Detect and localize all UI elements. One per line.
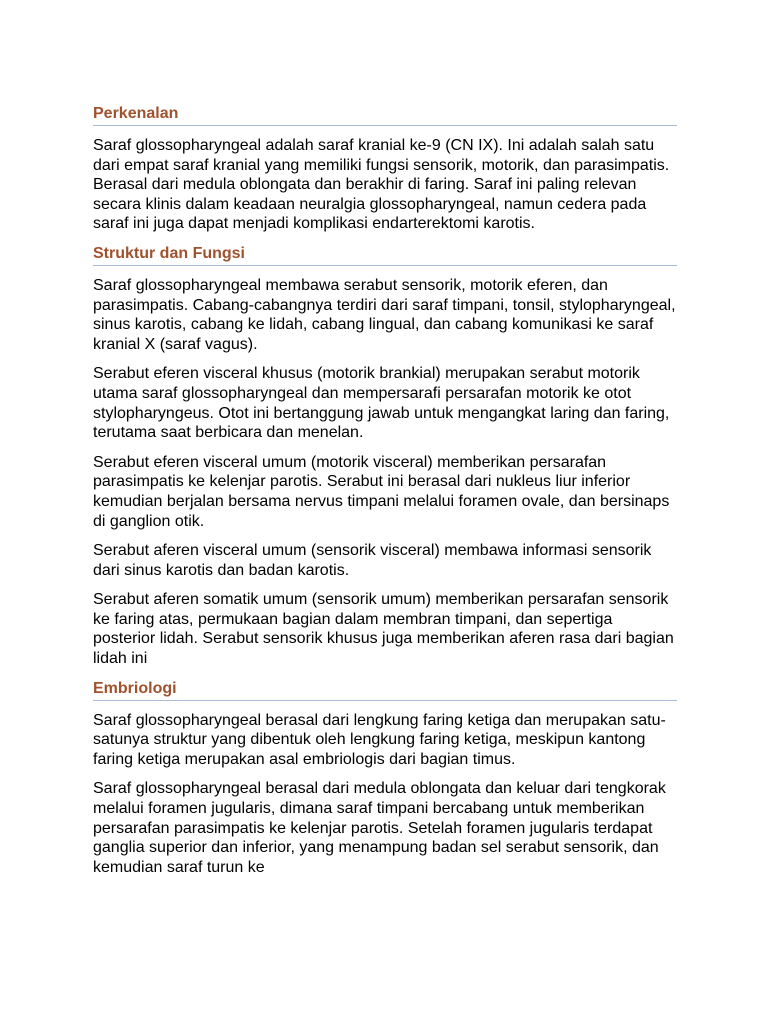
paragraph: Saraf glossopharyngeal berasal dari medula oblongata dan keluar dari tengkorak melalui foramen jugularis, dimana saraf timpani bercabang untuk memberikan persarafan parasimpatis ke kelenjar parotis. Setelah foramen jugularis terdapat ganglia superior dan inferior, yang menampung badan sel serabut sensorik, dan kemudian saraf turun ke xyxy=(93,780,666,876)
paragraph: Serabut aferen visceral umum (sensorik visceral) membawa informasi sensorik dari sinus karotis dan badan karotis. xyxy=(93,542,652,579)
document-page xyxy=(93,104,677,887)
section-embriologi xyxy=(93,679,677,878)
paragraph: Saraf glossopharyngeal membawa serabut sensorik, motorik eferen, dan parasimpatis. Cabang-cabangnya terdiri dari saraf timpani, tonsil, stylopharyngeal, sinus karotis, cabang ke lidah, cabang lingual, dan cabang komunikasi ke saraf kranial X (saraf vagus). xyxy=(93,276,676,353)
section-perkenalan xyxy=(93,104,677,234)
section-struktur-dan-fungsi xyxy=(93,244,677,669)
paragraph: Serabut eferen visceral umum (motorik visceral) memberikan persarafan parasimpatis ke kelenjar parotis. Serabut ini berasal dari nukleus liur inferior kemudian berjalan bersama nervus timpani melalui foramen ovale, dan bersinaps di ganglion otik. xyxy=(93,453,670,530)
section-heading: Perkenalan xyxy=(93,104,677,126)
paragraph: Serabut aferen somatik umum (sensorik umum) memberikan persarafan sensorik ke faring atas, permukaan bagian dalam membran timpani, dan sepertiga posterior lidah. Serabut sensorik khusus juga memberikan aferen rasa dari bagian lidah ini xyxy=(93,591,674,668)
paragraph: Saraf glossopharyngeal adalah saraf kranial ke-9 (CN IX). Ini adalah salah satu dari empat saraf kranial yang memiliki fungsi sensorik, motorik, dan parasimpatis. Berasal dari medula oblongata dan berakhir di faring. Saraf ini paling relevan secara klinis dalam keadaan neuralgia glossopharyngeal, namun cedera pada saraf ini juga dapat menjadi komplikasi endarterektomi karotis. xyxy=(93,137,670,233)
paragraph: Saraf glossopharyngeal berasal dari lengkung faring ketiga dan merupakan satu-satunya struktur yang dibentuk oleh lengkung faring ketiga, meskipun kantong faring ketiga merupakan asal embriologis dari bagian timus. xyxy=(93,711,666,768)
section-heading: Embriologi xyxy=(93,679,677,701)
paragraph: Serabut eferen visceral khusus (motorik brankial) merupakan serabut motorik utama saraf glossopharyngeal dan mempersarafi persarafan motorik ke otot stylopharyngeus. Otot ini bertanggung jawab untuk mengangkat laring dan faring, terutama saat berbicara dan menelan. xyxy=(93,365,670,442)
section-heading: Struktur dan Fungsi xyxy=(93,244,677,266)
